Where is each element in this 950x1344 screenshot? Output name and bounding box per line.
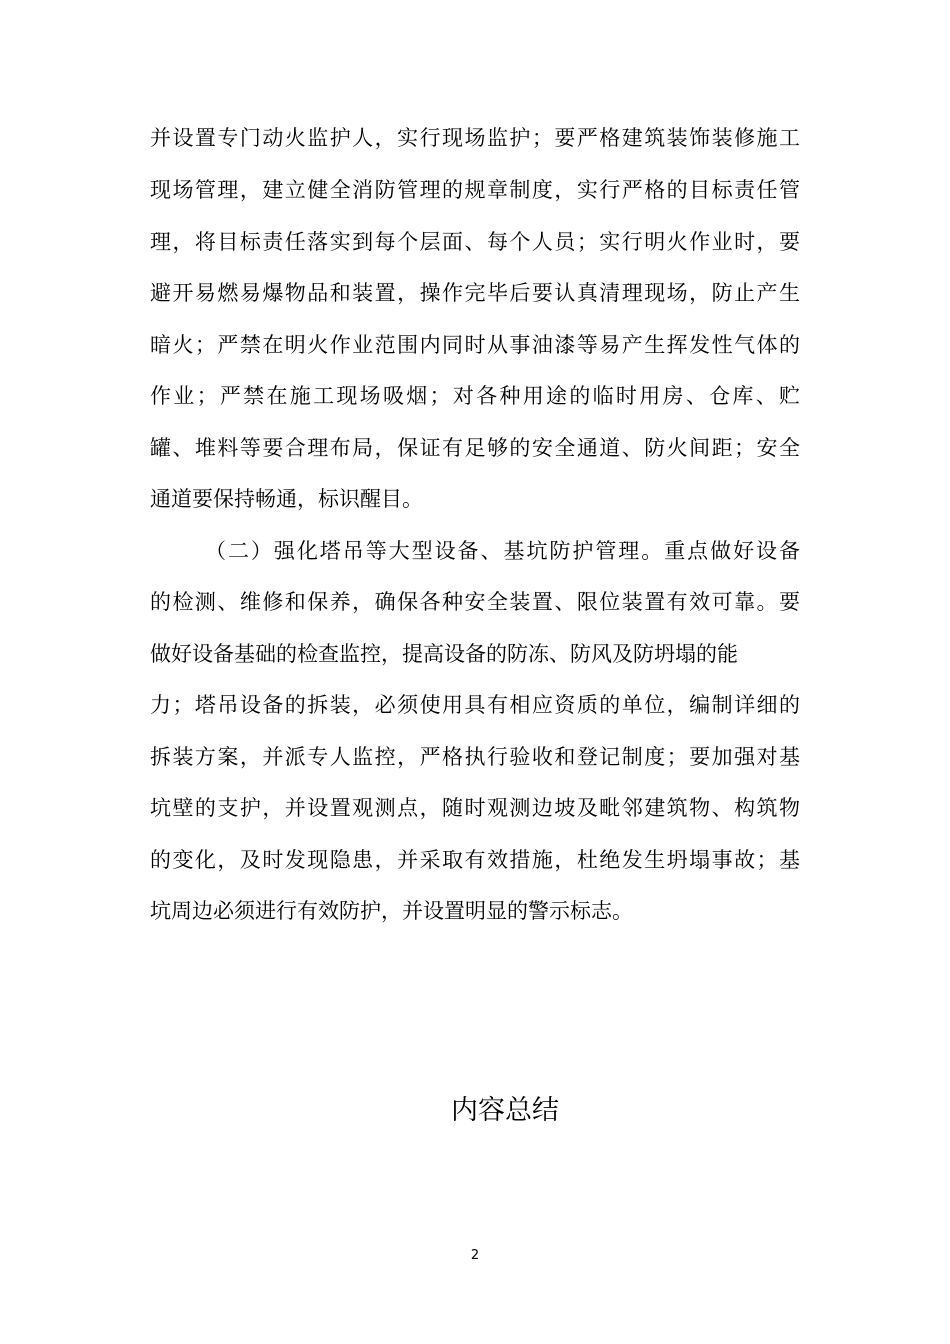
paragraph-line: 的变化，及时发现隐患，并采取有效措施，杜绝发生坍塌事故；基 (150, 848, 800, 872)
paragraph-line: 坑周边必须进行有效防护，并设置明显的警示标志。 (150, 899, 633, 923)
paragraph-line: 并设置专门动火监护人，实行现场监护；要严格建筑装饰装修施工 (150, 126, 800, 150)
paragraph-line: 避开易燃易爆物品和装置，操作完毕后要认真清理现场，防止产生 (150, 281, 800, 305)
paragraph-line: 理，将目标责任落实到每个层面、每个人员；实行明火作业时，要 (150, 230, 800, 254)
paragraph-line: （二）强化塔吊等大型设备、基坑防护管理。重点做好设备 (205, 539, 800, 563)
paragraph-line: 通道要保持畅通，标识醒目。 (150, 487, 423, 511)
paragraph-line: 力；塔吊设备的拆装，必须使用具有相应资质的单位，编制详细的 (150, 693, 800, 717)
summary-heading: 内容总结 (451, 1095, 559, 1126)
paragraph-line: 罐、堆料等要合理布局，保证有足够的安全通道、防火间距；安全 (150, 436, 800, 460)
paragraph-line: 现场管理，建立健全消防管理的规章制度，实行严格的目标责任管 (150, 178, 800, 202)
paragraph-line: 作业；严禁在施工现场吸烟；对各种用途的临时用房、仓库、贮 (150, 384, 800, 408)
paragraph-line: 坑壁的支护，并设置观测点，随时观测边坡及毗邻建筑物、构筑物 (150, 796, 800, 820)
paragraph-line: 暗火；严禁在明火作业范围内同时从事油漆等易产生挥发性气体的 (150, 333, 800, 357)
paragraph-line: 的检测、维修和保养，确保各种安全装置、限位装置有效可靠。要 (150, 590, 800, 614)
paragraph-line: 拆装方案，并派专人监控，严格执行验收和登记制度；要加强对基 (150, 745, 800, 769)
page-number: 2 (470, 1248, 480, 1263)
paragraph-line: 做好设备基础的检查监控，提高设备的防冻、防风及防坍塌的能 (150, 642, 738, 666)
